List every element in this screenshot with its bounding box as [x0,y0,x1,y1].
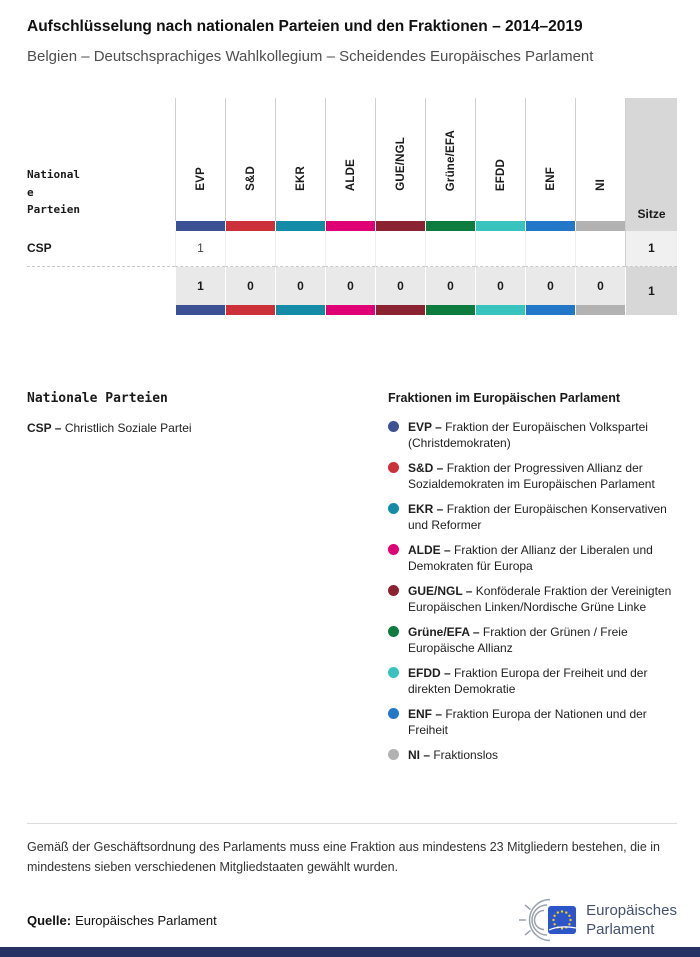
legend-item-text: ENF – Fraktion Europa der Nationen und der Freiheit [408,706,647,738]
group-color-bar [325,221,375,231]
source-value: Europäisches Parlament [75,912,217,928]
national-parties-legend-title: Nationale Parteien [27,390,168,406]
group-color-dot-icon [388,462,399,473]
group-column-header [175,98,225,221]
group-column-header [375,98,425,221]
page-title: Aufschlüsselung nach nationalen Parteien und den Fraktionen – 2014–2019 [27,18,583,35]
group-column-label: ALDE [344,158,357,191]
totals-spacer [27,267,175,305]
column-total-cell: 0 [475,267,525,305]
group-color-bar [325,305,375,315]
legend-item [388,747,677,764]
grand-total-cell: 1 [625,267,677,315]
seat-count-cell [225,231,275,267]
footer-divider [27,823,677,824]
group-column-label: ENF [544,167,557,191]
bottom-bar [0,947,700,957]
group-column-label: EKR [294,165,307,191]
column-total-cell: 0 [525,267,575,305]
national-parties-legend [27,391,388,772]
group-column-header [225,98,275,221]
legend-item-text: NI – Fraktionslos [408,747,499,762]
party-column-header-label: Nationale Parteien [27,167,80,217]
legend-item [388,419,677,452]
column-total-cell: 0 [275,267,325,305]
group-column-label: EVP [194,167,207,191]
legend-section [27,391,677,772]
row-total-cell: 1 [625,231,677,267]
group-column-header [325,98,375,221]
group-color-bar [375,305,425,315]
party-column-header [27,98,175,231]
legend-item [388,665,677,698]
group-color-bar [275,305,325,315]
legend-item-text: EFDD – Fraktion Europa der Freiheit und der direkten Demokratie [408,665,648,697]
legend-item-text: Grüne/EFA – Fraktion der Grünen / Freie Europäische Allianz [408,624,628,656]
source-line [27,913,217,928]
group-color-bar [375,221,425,231]
legend-item [27,420,388,437]
ep-hemicycle-flag-icon [514,897,578,943]
seat-count-cell: 1 [175,231,225,267]
group-color-dot-icon [388,708,399,719]
legend-item-text: EVP – Fraktion der Europäischen Volkspartei (Christdemokraten) [408,419,648,451]
legend-item [388,624,677,657]
ep-logo [514,897,677,943]
group-color-bar [175,221,225,231]
group-color-bar [275,221,325,231]
legend-item [388,583,677,616]
group-column-label: NI [594,178,607,191]
seat-count-cell [475,231,525,267]
group-column-header [475,98,525,221]
group-color-bar [425,305,475,315]
legend-item [388,542,677,575]
group-color-bar [525,221,575,231]
group-column-label: Grüne/EFA [444,129,457,191]
ep-logo-text [586,901,677,939]
ep-logo-line1: Europäisches [586,902,677,919]
group-color-dot-icon [388,749,399,760]
legend-item [388,706,677,739]
seat-count-cell [425,231,475,267]
group-color-bar [475,221,525,231]
groups-legend [388,391,677,772]
column-total-cell: 1 [175,267,225,305]
seat-count-cell [375,231,425,267]
footer [27,823,677,943]
legend-item [388,501,677,534]
seat-count-cell [325,231,375,267]
column-total-cell: 0 [325,267,375,305]
group-column-header [575,98,625,221]
group-color-dot-icon [388,626,399,637]
group-color-bar [225,305,275,315]
group-color-bar [175,305,225,315]
legend-item-text: CSP – Christlich Soziale Partei [27,420,192,435]
group-color-dot-icon [388,503,399,514]
seats-column-header: Sitze [625,98,677,231]
national-parties-legend-items [27,420,388,437]
column-total-cell: 0 [425,267,475,305]
group-color-bar [425,221,475,231]
group-color-dot-icon [388,421,399,432]
group-color-dot-icon [388,544,399,555]
group-column-label: GUE/NGL [394,136,407,191]
seat-count-cell [575,231,625,267]
group-color-bar [575,221,625,231]
column-total-cell: 0 [575,267,625,305]
group-column-header [425,98,475,221]
group-color-bar [575,305,625,315]
source-row [27,897,677,943]
legend-item-text: EKR – Fraktion der Europäischen Konservativen und Reformer [408,501,667,533]
group-color-dot-icon [388,585,399,596]
groups-legend-items [388,419,677,764]
column-total-cell: 0 [225,267,275,305]
group-column-label: EFDD [494,158,507,191]
ep-logo-line2: Parlament [586,921,655,938]
seats-table [27,98,677,315]
column-total-cell: 0 [375,267,425,305]
group-color-bar [525,305,575,315]
group-column-header [275,98,325,221]
group-column-header [525,98,575,221]
group-column-label: S&D [244,165,257,191]
legend-item-text: S&D – Fraktion der Progressiven Allianz der Sozialdemokraten im Europäischen Parlament [408,460,655,492]
seat-count-cell [525,231,575,267]
group-color-bar [475,305,525,315]
seat-count-cell [275,231,325,267]
footnote: Gemäß der Geschäftsordnung des Parlaments muss eine Fraktion aus mindestens 23 Mitgliedern bestehen, die in mindestens sieben verschiedenen Mitgliedstaaten gewählt wurden. [27,840,660,874]
groups-legend-title: Fraktionen im Europäischen Parlament [388,390,621,405]
group-color-dot-icon [388,667,399,678]
page-subtitle: Belgien – Deutschsprachiges Wahlkollegium – Scheidendes Europäisches Parlament [27,48,594,65]
group-color-bar [225,221,275,231]
legend-item-text: GUE/NGL – Konföderale Fraktion der Vereinigten Europäischen Linken/Nordische Grüne Linke [408,583,672,615]
source-label: Quelle: [27,912,72,928]
party-name-cell: CSP [27,231,175,267]
legend-item [388,460,677,493]
legend-item-text: ALDE – Fraktion der Allianz der Liberalen und Demokraten für Europa [408,542,653,574]
